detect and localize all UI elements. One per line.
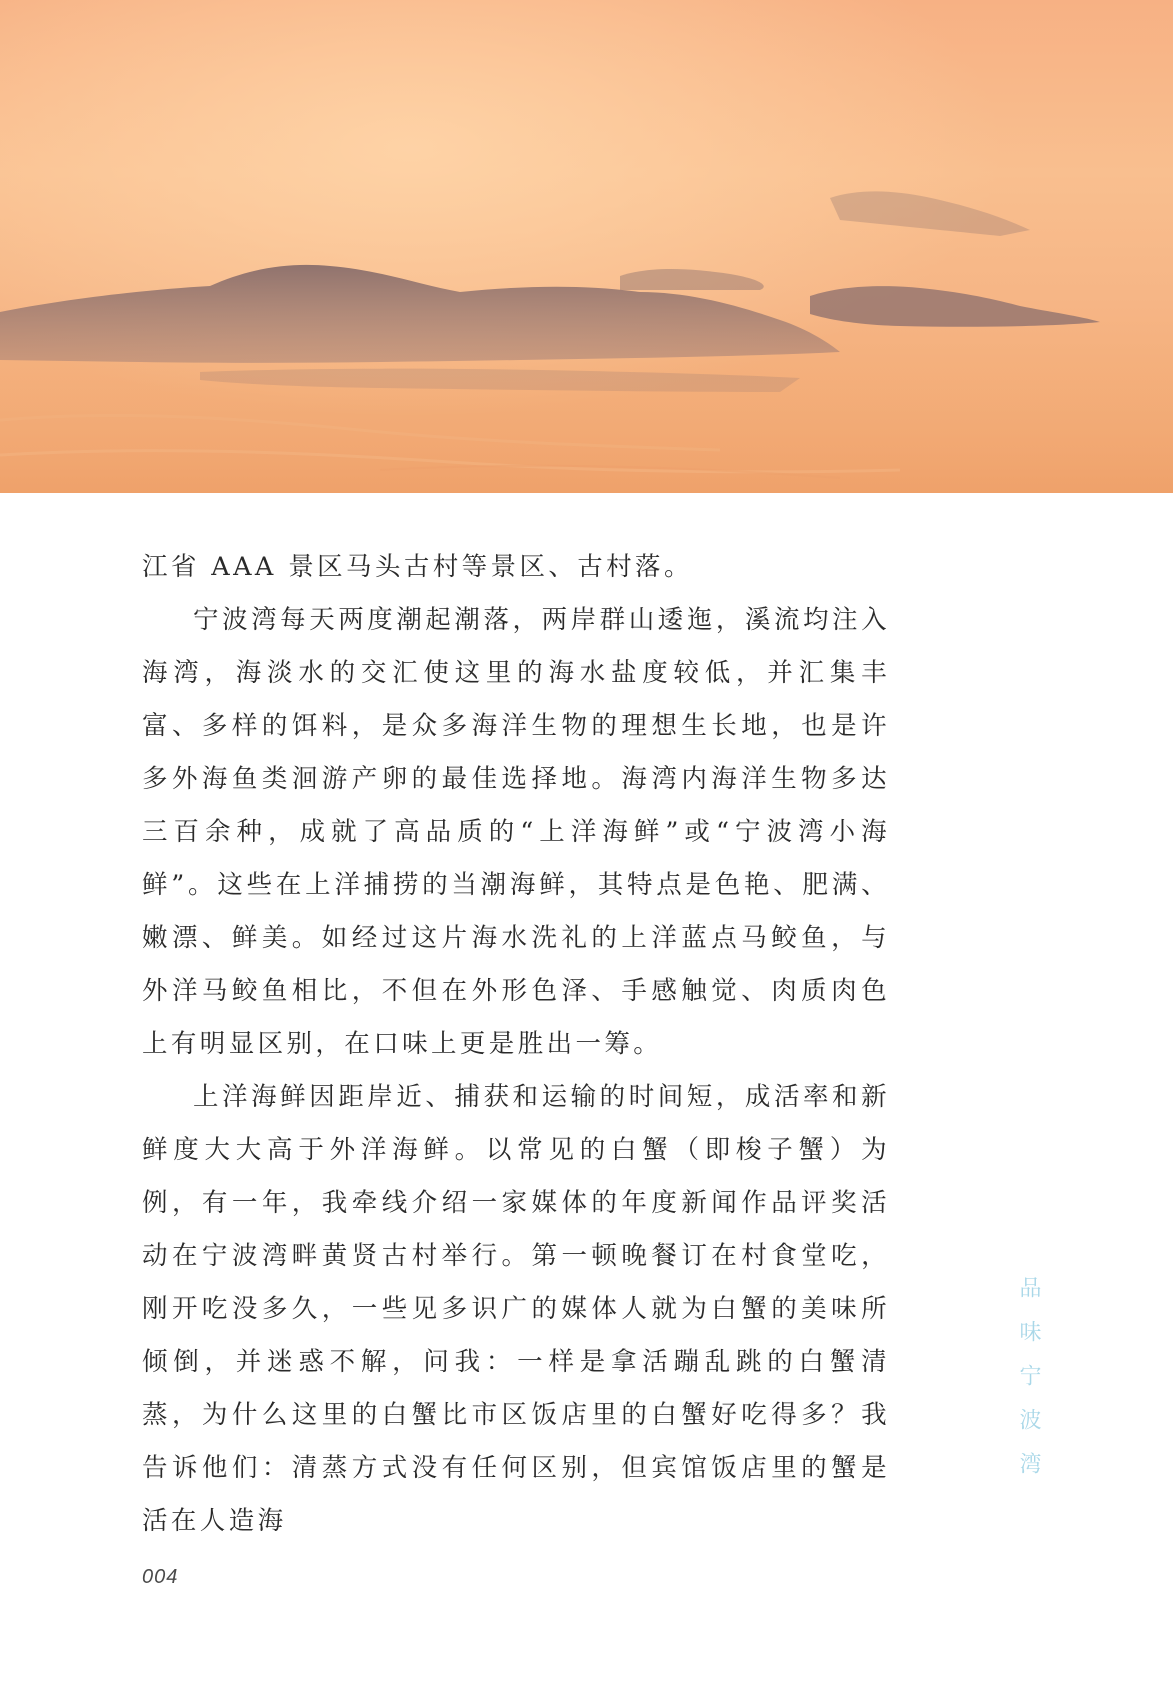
sunset-bay-photo-icon [0, 0, 1173, 493]
header-photo [0, 0, 1173, 493]
body-text [142, 541, 890, 1548]
page-number: 004 [142, 1566, 179, 1588]
paragraph: 上洋海鲜因距岸近、捕获和运输的时间短，成活率和新鲜度大大高于外洋海鲜。以常见的白蟹（即梭子蟹）为例，有一年，我牵线介绍一家媒体的年度新闻作品评奖活动在宁波湾畔黄贤古村举行。第一顿晚餐订在村食堂吃，刚开吃没多久，一些见多识广的媒体人就为白蟹的美味所倾倒，并迷惑不解，问我：一样是拿活蹦乱跳的白蟹清蒸，为什么这里的白蟹比市区饭店里的白蟹好吃得多？我告诉他们：清蒸方式没有任何区别，但宾馆饭店里的蟹是活在人造海 [142, 1082, 890, 1536]
paragraph: 宁波湾每天两度潮起潮落，两岸群山逶迤，溪流均注入海湾，海淡水的交汇使这里的海水盐度较低，并汇集丰富、多样的饵料，是众多海洋生物的理想生长地，也是许多外海鱼类洄游产卵的最佳选择地。海湾内海洋生物多达三百余种，成就了高品质的“上洋海鲜”或“宁波湾小海鲜”。这些在上洋捕捞的当潮海鲜，其特点是色艳、肥满、嫩漂、鲜美。如经过这片海水洗礼的上洋蓝点马鲛鱼，与外洋马鲛鱼相比，不但在外形色泽、手感触觉、肉质肉色上有明显区别，在口味上更是胜出一筹。 [142, 605, 890, 1059]
paragraph: 江省 AAA 景区马头古村等景区、古村落。 [142, 552, 693, 582]
side-book-title: 品味宁波湾 [1016, 1276, 1041, 1496]
